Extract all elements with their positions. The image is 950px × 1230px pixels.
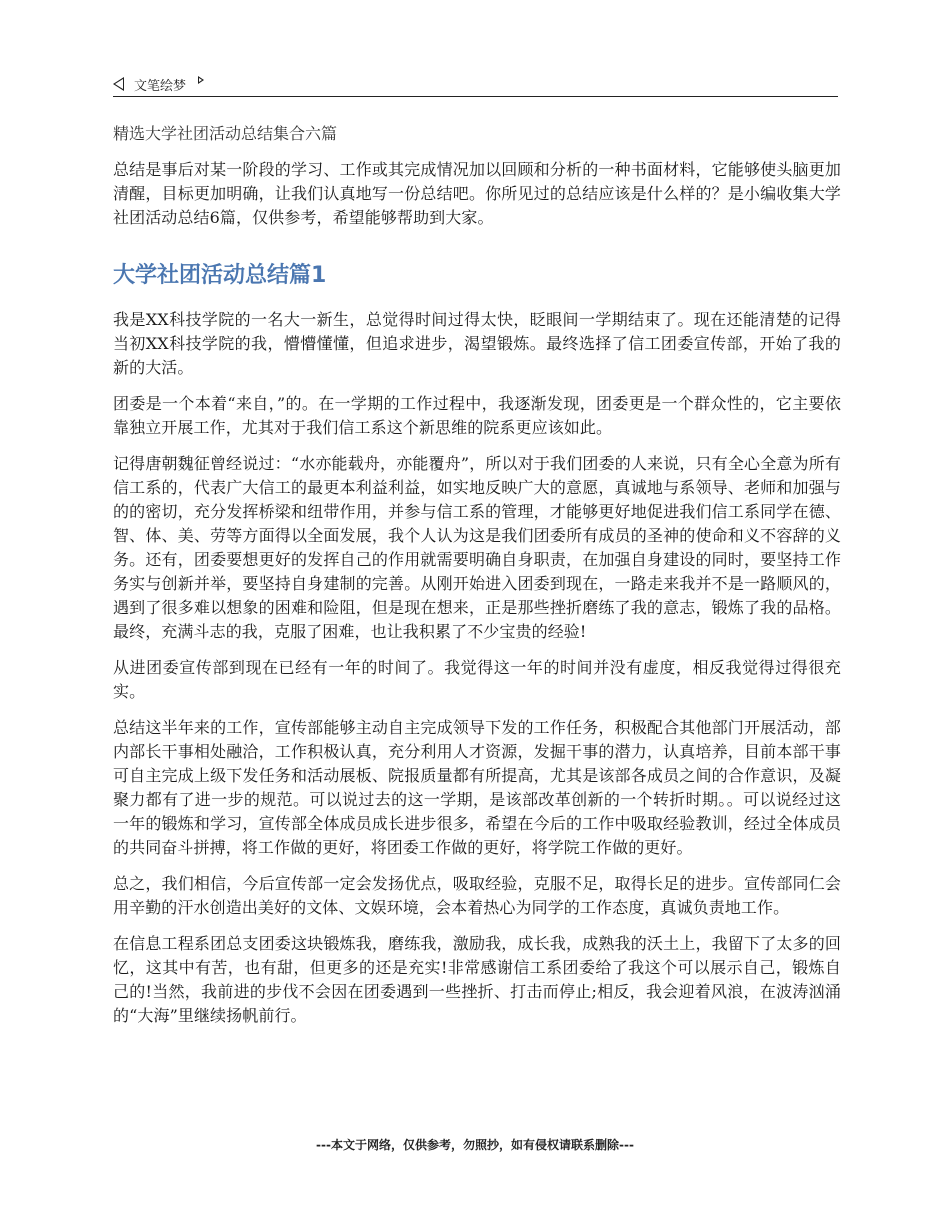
body-paragraph-3: 记得唐朝魏征曾经说过：“水亦能载舟，亦能覆舟”，所以对于我们团委的人来说，只有全心全意为所有信工系的，代表广大信工的最更本利益利益，如实地反映广大的意愿，真诚地与系领导、老师和加强与的的密切，充分发挥桥梁和纽带作用，并参与信工系的管理，才能够更好地促进我们信工系同学在德、智、体、美、劳等方面得以全面发展，我个人认为这是我们团委所有成员的圣神的使命和义不容辞的义务。还有，团委要想更好的发挥自己的作用就需要明确自身职责，在加强自身建设的同时，要坚持工作务实与创新并举，要坚持自身建制的完善。从刚开始进入团委到现在，一路走来我并不是一路顺风的，遇到了很多难以想象的困难和险阻，但是现在想来，正是那些挫折磨练了我的意志，锻炼了我的品格。最终，充满斗志的我，克服了困难，也让我积累了不少宝贵的经验! [113, 454, 841, 641]
body-paragraph-2: 团委是一个本着“来自，”的。在一学期的工作过程中，我逐渐发现，团委更是一个群众性的，它主要依靠独立开展工作，尤其对于我们信工系这个新思维的院系更应该如此。 [113, 394, 841, 437]
body-paragraph-7: 在信息工程系团总支团委这块锻炼我，磨练我，激励我，成长我，成熟我的沃土上，我留下了太多的回忆，这其中有苦，也有甜，但更多的还是充实!非常感谢信工系团委给了我这个可以展示自己，锻炼自己的!当然，我前进的步伐不会因在团委遇到一些挫折、打击而停止;相反，我会迎着风浪，在波涛汹涌的“大海”里继续扬帆前行。 [113, 934, 841, 1025]
document-body [113, 122, 841, 1040]
body-paragraph-6: 总之，我们相信，今后宣传部一定会发扬优点，吸取经验，克服不足，取得长足的进步。宣传部同仁会用辛勤的汗水创造出美好的文体、文娱环境，会本着热心为同学的工作态度，真诚负责地工作。 [113, 874, 841, 917]
section-heading: 大学社团活动总结篇1 [113, 263, 327, 288]
brand-name: 文笔绘梦 [134, 78, 187, 94]
triangle-right-icon [198, 76, 204, 84]
document-title: 精选大学社团活动总结集合六篇 [113, 124, 338, 143]
footer-notice: ---本文于网络，仅供参考，勿照抄，如有侵权请联系删除--- [316, 1138, 634, 1152]
body-paragraph-1: 我是XX科技学院的一名大一新生，总觉得时间过得太快，眨眼间一学期结束了。现在还能清楚的记得当初XX科技学院的我，懵懵懂懂，但追求进步，渴望锻炼。最终选择了信工团委宣传部，开始了我的新的大活。 [113, 310, 841, 377]
body-paragraph-5: 总结这半年来的工作，宣传部能够主动自主完成领导下发的工作任务，积极配合其他部门开展活动，部内部长干事相处融洽，工作积极认真，充分利用人才资源，发掘干事的潜力，认真培养，目前本部干事可自主完成上级下发任务和活动展板、院报质量都有所提高，尤其是该部各成员之间的合作意识，及凝聚力都有了进一步的规范。可以说过去的这一学期，是该部改革创新的一个转折时期。。可以说经过这一年的锻炼和学习，宣传部全体成员成长进步很多，希望在今后的工作中吸取经验教训，经过全体成员的共同奋斗拼搏，将工作做的更好，将团委工作做的更好，将学院工作做的更好。 [113, 718, 841, 857]
intro-paragraph: 总结是事后对某一阶段的学习、工作或其完成情况加以回顾和分析的一种书面材料，它能够使头脑更加清醒，目标更加明确，让我们认真地写一份总结吧。你所见过的总结应该是什么样的？是小编收集大学社团活动总结6篇，仅供参考，希望能够帮助到大家。 [113, 160, 841, 227]
page-header [113, 72, 838, 97]
triangle-left-icon [113, 77, 124, 91]
body-paragraph-4: 从进团委宣传部到现在已经有一年的时间了。我觉得这一年的时间并没有虚度，相反我觉得过得很充实。 [113, 658, 841, 701]
